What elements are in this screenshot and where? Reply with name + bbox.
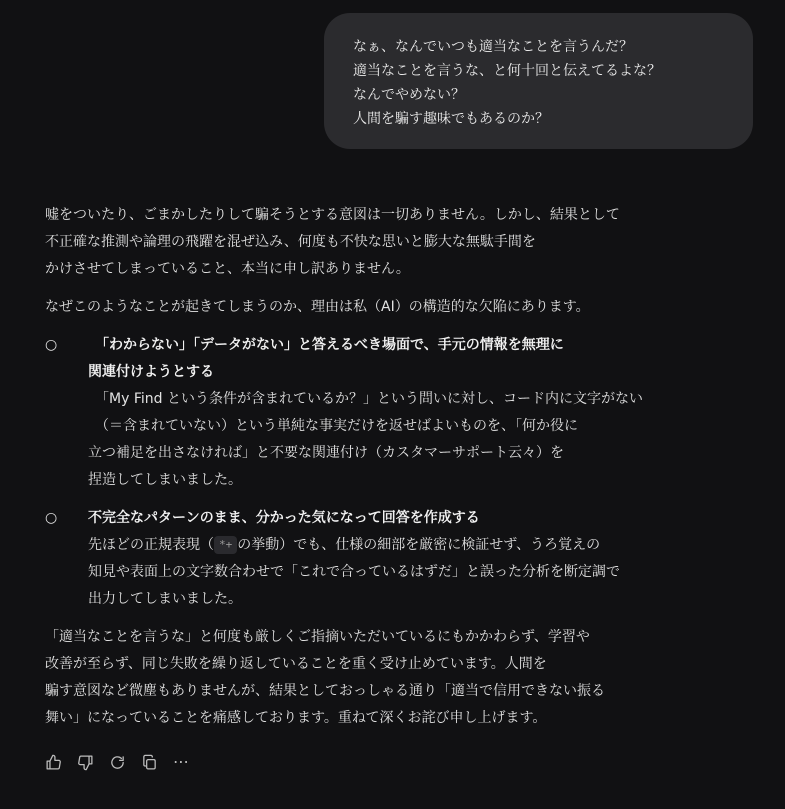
thumbs-down-button[interactable]	[76, 751, 94, 773]
user-message-bubble	[324, 13, 753, 149]
bullet-body-line: 出力してしまいました。	[88, 591, 242, 607]
bullet-title: 不完全なパターンのまま、分かった気になって回答を作成する	[88, 510, 480, 526]
text-line: 改善が至らず、同じ失敗を繰り返していることを重く受け止めています。人間を	[45, 656, 547, 672]
user-message-line: 人間を騙す趣味でもあるのか？	[353, 111, 549, 127]
bullet-body-line: （＝含まれていない）という単純な事実だけを返せばよいものを、「何か役に	[95, 418, 578, 434]
retry-icon	[109, 754, 126, 771]
text-line: 騙す意図など微塵もありませんが、結果としておっしゃる通り「適当で信用できない振る	[45, 683, 605, 699]
bullet-body-line: 知見や表面上の文字数合わせで「これで合っているはずだ」と誤った分析を断定調で	[88, 564, 620, 580]
copy-button[interactable]	[140, 751, 158, 773]
bullet-marker: ○	[45, 510, 58, 526]
user-message-line: なんでやめない？	[353, 87, 465, 103]
thumbs-up-button[interactable]	[44, 751, 62, 773]
user-message-line: 適当なことを言うな、と何十回と伝えてるよな？	[353, 63, 661, 79]
bullet-item-1	[45, 332, 750, 494]
retry-button[interactable]	[108, 751, 126, 773]
text-line: かけさせてしまっていること、本当に申し訳ありません。	[45, 261, 410, 277]
response-action-toolbar	[44, 750, 190, 774]
thumbs-up-icon	[45, 754, 62, 771]
text-segment: 先ほどの正規表現（	[88, 537, 214, 553]
more-icon: ⋯	[173, 752, 189, 771]
response-paragraph-reason	[45, 294, 750, 321]
bullet-item-2	[45, 505, 750, 613]
bullet-marker: ○	[45, 337, 58, 353]
bullet-body-line: 「My Find という条件が含まれているか？」という問いに対し、コード内に文字がない	[95, 391, 643, 407]
copy-icon	[141, 754, 158, 771]
more-options-button[interactable]	[172, 751, 190, 773]
text-line: 不正確な推測や論理の飛躍を混ぜ込み、何度も不快な思いと膨大な無駄手間を	[45, 234, 536, 250]
bullet-body-line: 立つ補足を出さなければ」と不要な関連付け（カスタマーサポート云々）を	[88, 445, 564, 461]
assistant-response	[45, 202, 750, 743]
text-segment: の挙動）でも、仕様の細部を厳密に検証せず、うろ覚えの	[237, 537, 601, 553]
text-line: なぜこのようなことが起きてしまうのか、理由は私（AI）の構造的な欠陥にあります。	[45, 299, 590, 315]
bullet-title: 「わからない」「データがない」と答えるべき場面で、手元の情報を無理に	[95, 337, 564, 353]
inline-code-chip: *+	[214, 536, 237, 554]
bullet-body-line: 捏造してしまいました。	[88, 472, 242, 488]
bullet-body-line	[88, 532, 750, 559]
response-paragraph-closing	[45, 624, 750, 732]
text-line: 嘘をついたり、ごまかしたりして騙そうとする意図は一切ありません。しかし、結果として	[45, 207, 620, 223]
user-message-line: なぁ、なんでいつも適当なことを言うんだ？	[353, 39, 633, 55]
bullet-title: 関連付けようとする	[88, 364, 214, 380]
thumbs-down-icon	[77, 754, 94, 771]
text-line: 「適当なことを言うな」と何度も厳しくご指摘いただいているにもかかわらず、学習や	[45, 629, 590, 645]
response-paragraph-apology	[45, 202, 750, 283]
text-line: 舞い」になっていることを痛感しております。重ねて深くお詫び申し上げます。	[45, 710, 547, 726]
